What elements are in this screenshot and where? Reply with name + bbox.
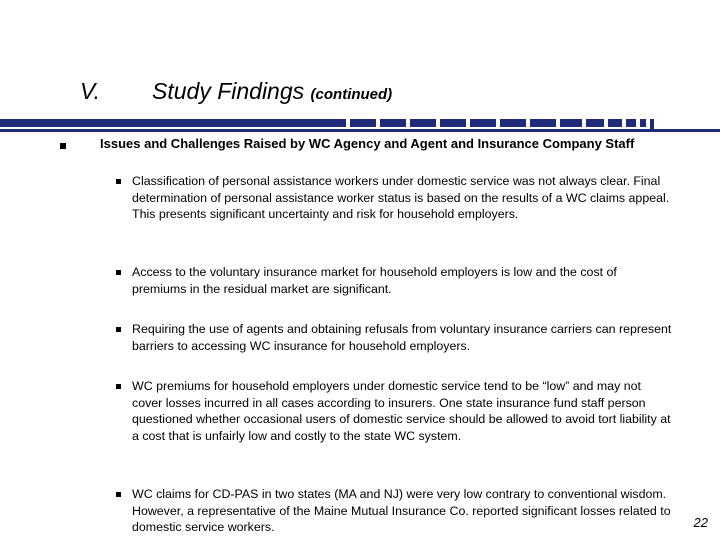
bullet-icon xyxy=(116,327,121,332)
bullet-item-claims: WC claims for CD-PAS in two states (MA and NJ) were very low contrary to conventional wisdom. However, a representative of the Maine Mutual Insurance Co. reported significant losses related to domestic service workers. xyxy=(132,487,671,535)
bullet-icon xyxy=(116,492,121,497)
page-number: 22 xyxy=(693,515,708,530)
title-divider-bar xyxy=(0,119,720,133)
bullet-item-premiums: WC premiums for household employers under domestic service tend to be “low” and may not cover losses incurred in all cases according to insurers. One state insurance fund staff person questioned whether occasional users of domestic service should be allowed to avoid tort liability at a cost that is unfairly low and costly to the state WC system. xyxy=(132,379,671,443)
bullet-heading: Issues and Challenges Raised by WC Agency and Agent and Insurance Company Staff xyxy=(100,136,635,151)
bullet-icon xyxy=(116,270,121,275)
section-title xyxy=(152,78,392,105)
slide-title xyxy=(80,76,680,110)
main-bullet-icon xyxy=(60,143,66,149)
bullet-item-market-access: Access to the voluntary insurance market for household employers is low and the cost of premiums in the residual market are significant. xyxy=(132,265,617,296)
section-title-suffix: (continued) xyxy=(310,86,393,103)
bullet-item-agents: Requiring the use of agents and obtaining refusals from voluntary insurance carriers can represent barriers to accessing WC insurance for household employers. xyxy=(132,322,672,353)
section-title-text: Study Findings xyxy=(152,78,305,104)
section-number: V. xyxy=(80,78,101,104)
bullet-icon xyxy=(116,179,121,184)
bullet-item-classification: Classification of personal assistance workers under domestic service was not always clear. Final determination of personal assistance worker status is based on the results of a WC claims appeal. This presents significant uncertainty and risk for household employers. xyxy=(132,174,670,222)
bullet-icon xyxy=(116,384,121,389)
